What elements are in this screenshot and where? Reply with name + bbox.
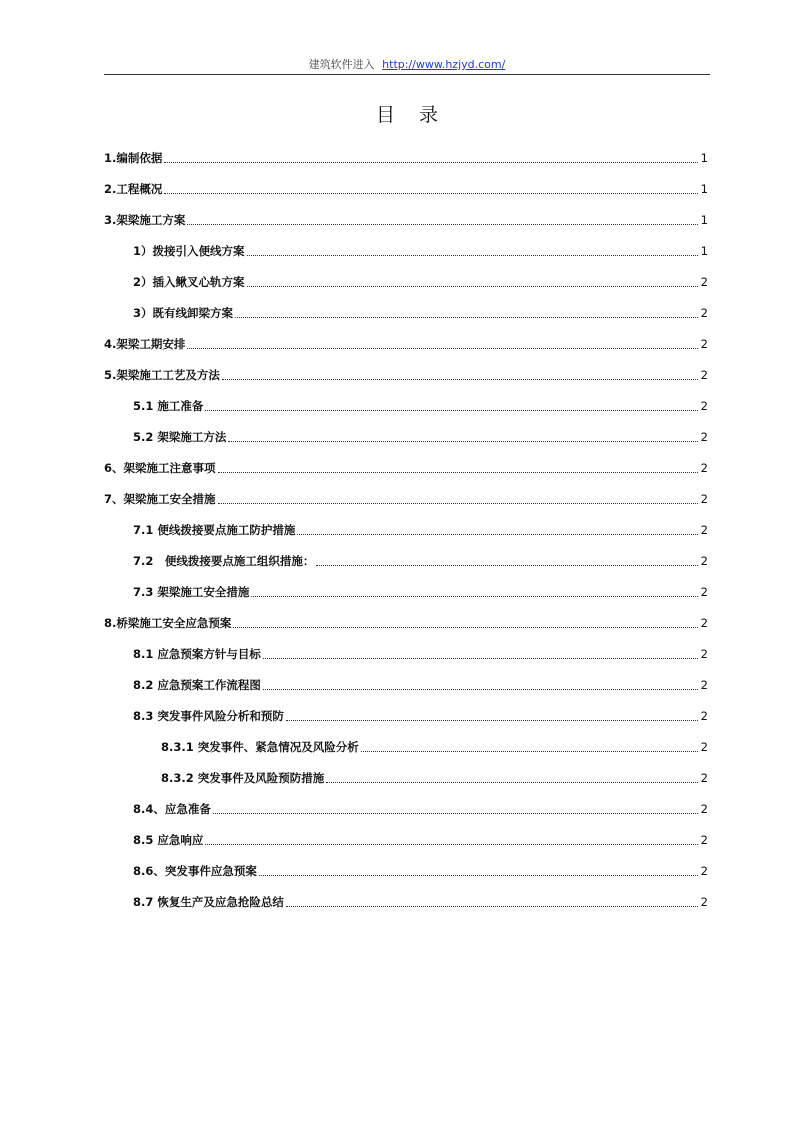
toc-entry[interactable] (104, 295, 708, 326)
toc-entry-title: 2.工程概况 (104, 182, 163, 196)
toc-entry[interactable] (104, 512, 708, 543)
toc-entry-title: 5.架梁施工工艺及方法 (104, 368, 220, 382)
toc-entry-title: 8.3.1 突发事件、紧急情况及风险分析 (161, 740, 359, 754)
toc-entry-page-number: 1 (700, 213, 708, 227)
toc-entry-page-number: 2 (700, 709, 708, 723)
toc-entry[interactable] (104, 357, 708, 388)
toc-dot-leader (263, 689, 698, 690)
toc-entry-page-number: 2 (700, 802, 708, 816)
toc-entry[interactable] (104, 450, 708, 481)
toc-entry-page-number: 2 (700, 833, 708, 847)
toc-entry-title: 8.7 恢复生产及应急抢险总结 (133, 895, 284, 909)
toc-entry-title: 8.3.2 突发事件及风险预防措施 (161, 771, 325, 785)
toc-entry[interactable] (104, 202, 708, 233)
toc-entry-page-number: 2 (700, 585, 708, 599)
toc-entry[interactable] (104, 853, 708, 884)
toc-dot-leader (187, 224, 698, 225)
toc-entry-page-number: 2 (700, 337, 708, 351)
toc-entry-page-number: 2 (700, 461, 708, 475)
toc-dot-leader (164, 193, 698, 194)
toc-entry[interactable] (104, 698, 708, 729)
toc-dot-leader (286, 906, 698, 907)
header-divider (104, 74, 710, 75)
page-header (104, 56, 710, 74)
toc-dot-leader (213, 813, 698, 814)
toc-dot-leader (259, 875, 698, 876)
toc-entry[interactable] (104, 760, 708, 791)
toc-entry[interactable] (104, 543, 708, 574)
toc-entry-title: 7.3 架梁施工安全措施 (133, 585, 250, 599)
toc-dot-leader (218, 472, 698, 473)
toc-dot-leader (247, 286, 698, 287)
toc-entry-page-number: 2 (700, 368, 708, 382)
page-title: 目录 (375, 104, 462, 126)
toc-entry-title: 8.桥梁施工安全应急预案 (104, 616, 232, 630)
toc-entry[interactable] (104, 140, 708, 171)
toc-entry[interactable] (104, 171, 708, 202)
toc-dot-leader (228, 441, 698, 442)
toc-entry-page-number: 2 (700, 523, 708, 537)
toc-entry-title: 6、架梁施工注意事项 (104, 461, 216, 475)
toc-entry-title: 8.3 突发事件风险分析和预防 (133, 709, 284, 723)
toc-dot-leader (164, 162, 698, 163)
toc-dot-leader (222, 379, 698, 380)
toc-entry-title: 8.4、应急准备 (133, 802, 211, 816)
toc-entry[interactable] (104, 605, 708, 636)
toc-entry[interactable] (104, 667, 708, 698)
toc-entry-page-number: 2 (700, 399, 708, 413)
toc-entry[interactable] (104, 326, 708, 357)
toc-entry-page-number: 2 (700, 492, 708, 506)
toc-entry-title: 8.1 应急预案方针与目标 (133, 647, 261, 661)
header-link[interactable]: http://www.hzjyd.com/ (382, 58, 506, 71)
toc-dot-leader (205, 410, 698, 411)
toc-entry[interactable] (104, 233, 708, 264)
toc-entry-title: 8.2 应急预案工作流程图 (133, 678, 261, 692)
toc-entry[interactable] (104, 574, 708, 605)
toc-entry-title: 7.2 便线拨接要点施工组织措施： (133, 554, 315, 568)
toc-entry[interactable] (104, 481, 708, 512)
toc-entry-page-number: 2 (700, 616, 708, 630)
toc-entry[interactable] (104, 884, 708, 915)
toc-entry-page-number: 2 (700, 554, 708, 568)
toc-entry-page-number: 1 (700, 244, 708, 258)
toc-entry-page-number: 2 (700, 740, 708, 754)
toc-dot-leader (235, 317, 698, 318)
toc-dot-leader (218, 503, 698, 504)
toc-entry[interactable] (104, 419, 708, 450)
toc-entry-title: 1.编制依据 (104, 151, 163, 165)
toc-entry-page-number: 2 (700, 647, 708, 661)
toc-dot-leader (263, 658, 698, 659)
toc-entry[interactable] (104, 388, 708, 419)
toc-entry-page-number: 2 (700, 678, 708, 692)
toc-entry-page-number: 1 (700, 151, 708, 165)
toc-entry[interactable] (104, 636, 708, 667)
toc-dot-leader (205, 844, 698, 845)
toc-dot-leader (286, 720, 698, 721)
toc-dot-leader (251, 596, 698, 597)
toc-entry-title: 7、架梁施工安全措施 (104, 492, 216, 506)
toc-entry-title: 4.架梁工期安排 (104, 337, 186, 351)
toc-dot-leader (247, 255, 698, 256)
toc-entry-page-number: 2 (700, 430, 708, 444)
toc-entry[interactable] (104, 791, 708, 822)
toc-entry-title: 2）插入鳅叉心轨方案 (133, 275, 245, 289)
toc-entry-page-number: 2 (700, 771, 708, 785)
toc-dot-leader (233, 627, 698, 628)
toc-entry-title: 3）既有线卸梁方案 (133, 306, 234, 320)
toc-dot-leader (361, 751, 698, 752)
toc-entry[interactable] (104, 822, 708, 853)
header-label: 建筑软件进入 (308, 58, 375, 71)
toc-entry-title: 3.架梁施工方案 (104, 213, 186, 227)
toc-entry-title: 5.2 架梁施工方法 (133, 430, 227, 444)
toc-entry[interactable] (104, 264, 708, 295)
toc-entry-page-number: 2 (700, 306, 708, 320)
toc-entry-title: 8.5 应急响应 (133, 833, 204, 847)
toc-dot-leader (297, 534, 698, 535)
toc-entry-page-number: 2 (700, 275, 708, 289)
toc-entry-page-number: 2 (700, 864, 708, 878)
toc-dot-leader (326, 782, 698, 783)
toc-dot-leader (316, 565, 698, 566)
toc-dot-leader (187, 348, 698, 349)
toc-entry[interactable] (104, 729, 708, 760)
table-of-contents (104, 140, 708, 915)
toc-entry-page-number: 2 (700, 895, 708, 909)
toc-entry-page-number: 1 (700, 182, 708, 196)
toc-entry-title: 7.1 便线拨接要点施工防护措施 (133, 523, 296, 537)
toc-entry-title: 5.1 施工准备 (133, 399, 204, 413)
toc-entry-title: 8.6、突发事件应急预案 (133, 864, 257, 878)
toc-entry-title: 1）拨接引入便线方案 (133, 244, 245, 258)
